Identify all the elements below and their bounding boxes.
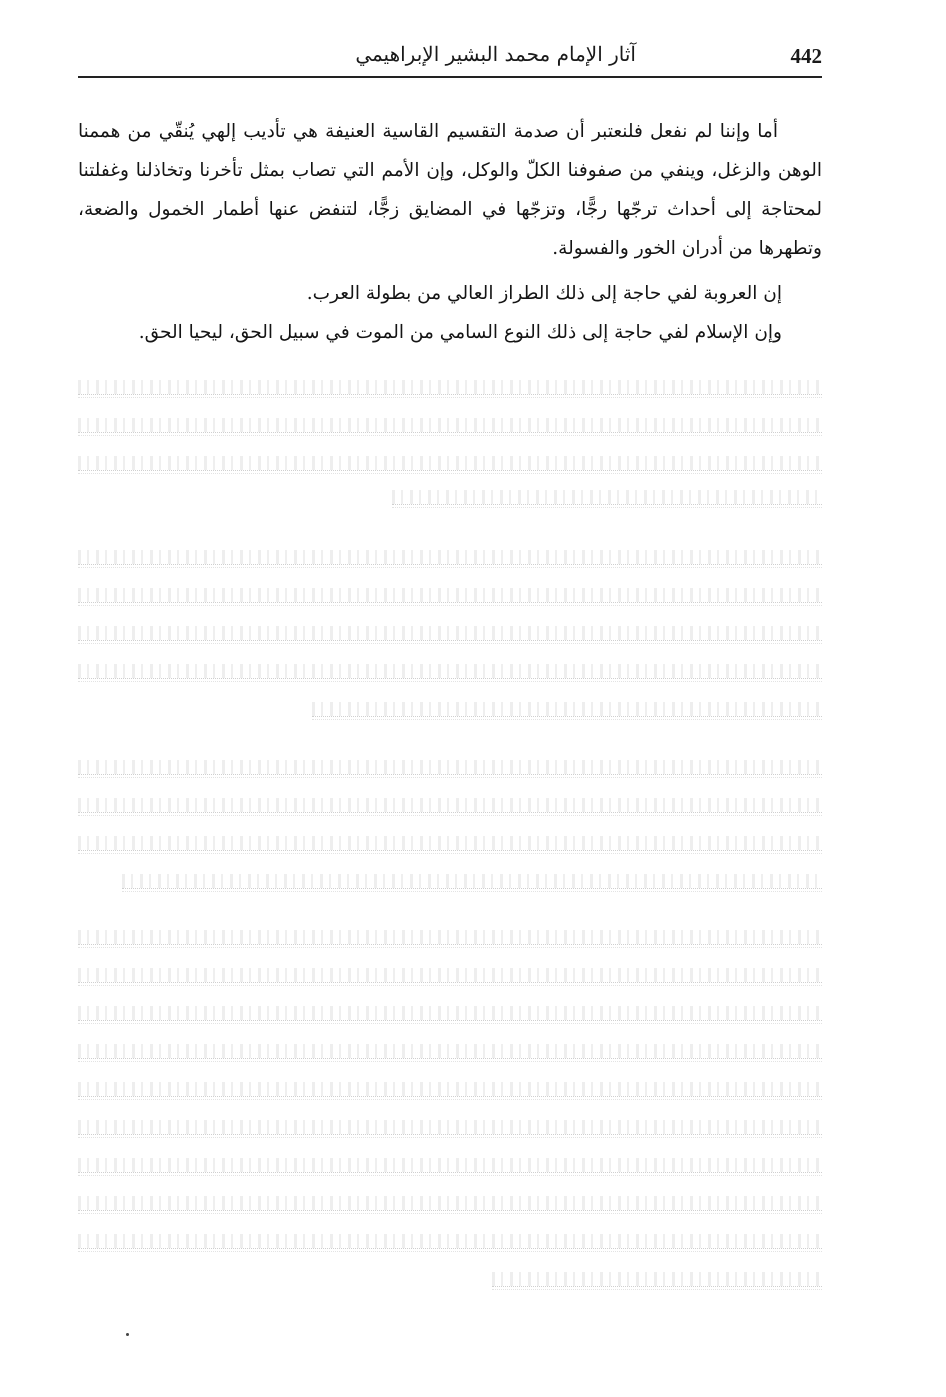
- show-through-baseline: [78, 982, 822, 986]
- show-through-line: [78, 588, 822, 602]
- show-through-line: [78, 626, 822, 640]
- show-through-line: [78, 1234, 822, 1248]
- show-through-line: [78, 1006, 822, 1020]
- page-header: [78, 36, 822, 80]
- show-through-baseline: [78, 1020, 822, 1024]
- show-through-line: [122, 874, 822, 888]
- paragraph-1: أما وإننا لم نفعل فلنعتبر أن صدمة التقسيم القاسية العنيفة هي تأديب إلهي يُنقّي من هممنا الوهن والزغل، وينفي من صفوفنا الكلّ والوكل، وإن الأمم التي تصاب بمثل تأخرنا وتخاذلنا وغفلتنا لمحتاجة إلى أحداث ترجّها رجًّا، وتزجّها في المضايق زجًّا، لتنفض عنها أطمار الخمول والضعة، وتطهرها من أدران الخور والفسولة.: [78, 121, 822, 259]
- show-through-baseline: [78, 850, 822, 854]
- show-through-line: [78, 1196, 822, 1210]
- paragraph-3: وإن الإسلام لفي حاجة إلى ذلك النوع السامي من الموت في سبيل الحق، ليحيا الحق.: [138, 322, 782, 343]
- show-through-baseline: [78, 432, 822, 436]
- show-through-baseline: [78, 678, 822, 682]
- show-through-baseline: [492, 1286, 822, 1290]
- page-number: 442: [790, 44, 822, 68]
- show-through-line: [78, 1120, 822, 1134]
- show-through-baseline: [78, 1096, 822, 1100]
- show-through-line: [78, 664, 822, 678]
- show-through-baseline: [78, 1210, 822, 1214]
- show-through-line: [78, 1082, 822, 1096]
- show-through-line: [78, 968, 822, 982]
- show-through-line: [392, 490, 822, 504]
- paragraph-2: إن العروبة لفي حاجة إلى ذلك الطراز العالي من بطولة العرب.: [306, 283, 782, 304]
- show-through-baseline: [78, 812, 822, 816]
- show-through-baseline: [78, 564, 822, 568]
- show-through-line: [78, 418, 822, 432]
- show-through-baseline: [78, 640, 822, 644]
- show-through-line: [78, 1158, 822, 1172]
- show-through-line: [78, 930, 822, 944]
- show-through-baseline: [78, 944, 822, 948]
- stray-mark: [126, 1333, 129, 1336]
- show-through-baseline: [78, 602, 822, 606]
- show-through-line: [312, 702, 822, 716]
- show-through-line: [78, 456, 822, 470]
- body-text: [78, 112, 822, 352]
- show-through-line: [78, 1044, 822, 1058]
- show-through-baseline: [78, 1134, 822, 1138]
- running-title: آثار الإمام محمد البشير الإبراهيمي: [355, 42, 636, 66]
- show-through-line: [78, 760, 822, 774]
- show-through-baseline: [392, 504, 822, 508]
- show-through-line: [492, 1272, 822, 1286]
- show-through-baseline: [78, 470, 822, 474]
- header-rule: [78, 76, 822, 78]
- show-through-baseline: [78, 1172, 822, 1176]
- show-through-background: [78, 370, 822, 1310]
- show-through-baseline: [78, 394, 822, 398]
- show-through-line: [78, 836, 822, 850]
- show-through-baseline: [78, 1248, 822, 1252]
- show-through-baseline: [78, 774, 822, 778]
- show-through-baseline: [78, 1058, 822, 1062]
- show-through-baseline: [312, 716, 822, 720]
- show-through-baseline: [122, 888, 822, 892]
- show-through-line: [78, 380, 822, 394]
- show-through-line: [78, 550, 822, 564]
- show-through-line: [78, 798, 822, 812]
